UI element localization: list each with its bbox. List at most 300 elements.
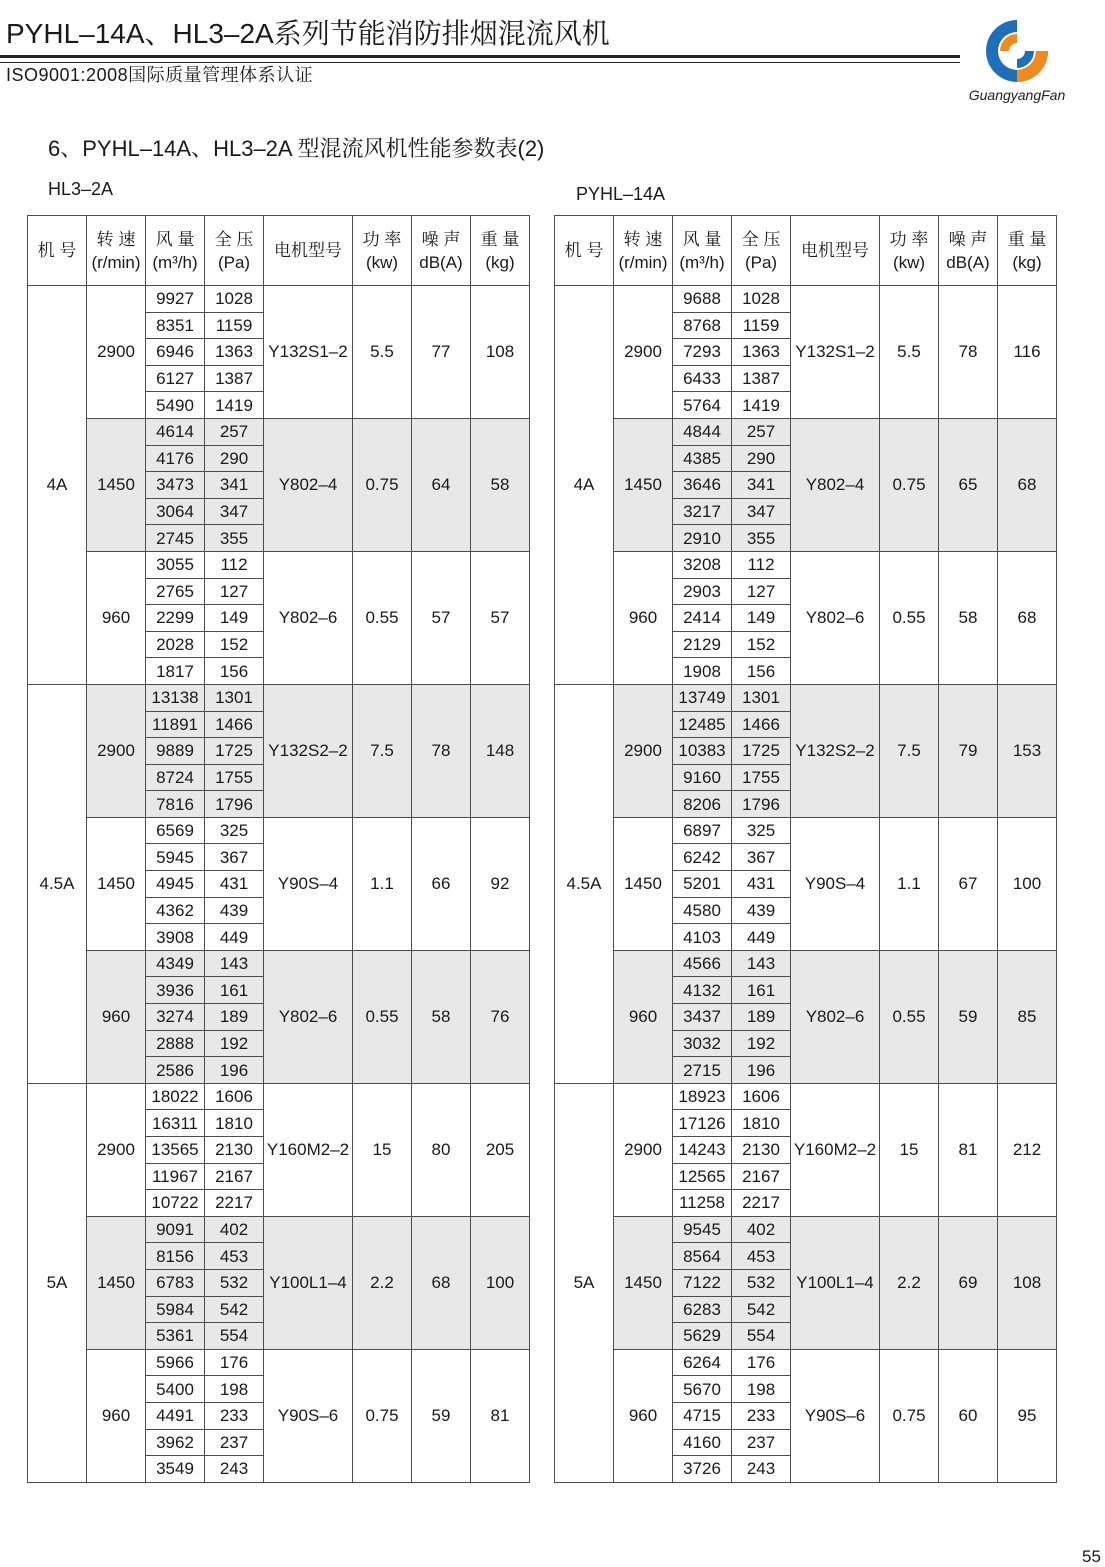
pressure-cell: 237	[732, 1429, 791, 1456]
airflow-cell: 6783	[146, 1269, 205, 1296]
table-row	[555, 1083, 1057, 1110]
motor-type-cell: Y802–4	[264, 418, 353, 551]
airflow-cell: 6283	[673, 1296, 732, 1323]
airflow-cell: 2715	[673, 1057, 732, 1084]
airflow-cell: 9091	[146, 1216, 205, 1243]
noise-cell: 59	[939, 950, 998, 1083]
pressure-cell: 196	[205, 1057, 264, 1084]
table-row	[28, 817, 530, 844]
airflow-cell: 4566	[673, 950, 732, 977]
airflow-cell: 7816	[146, 791, 205, 818]
pressure-cell: 152	[205, 631, 264, 658]
table-row	[555, 1349, 1057, 1376]
pressure-cell: 439	[205, 897, 264, 924]
weight-cell: 108	[998, 1216, 1057, 1349]
pressure-cell: 532	[732, 1269, 791, 1296]
header-pressure-line: 全 压	[741, 229, 781, 249]
weight-cell: 100	[998, 817, 1057, 950]
pressure-cell: 143	[732, 950, 791, 977]
airflow-cell: 9688	[673, 286, 732, 313]
pressure-cell: 1606	[205, 1083, 264, 1110]
table-header-row	[555, 216, 1057, 286]
airflow-cell: 5490	[146, 392, 205, 419]
airflow-cell: 11891	[146, 711, 205, 738]
pressure-cell: 156	[205, 658, 264, 685]
pressure-cell: 1159	[205, 312, 264, 339]
header-motor-type-line: 电机型号	[801, 241, 869, 260]
motor-type-cell: Y802–6	[264, 950, 353, 1083]
airflow-cell: 18923	[673, 1083, 732, 1110]
airflow-cell: 2129	[673, 631, 732, 658]
pressure-cell: 1419	[732, 392, 791, 419]
pressure-cell: 233	[732, 1402, 791, 1429]
power-cell: 0.75	[880, 1349, 939, 1482]
speed-cell: 960	[614, 1349, 673, 1482]
airflow-cell: 13749	[673, 684, 732, 711]
header-pressure-line: (Pa)	[217, 252, 251, 272]
speed-cell: 1450	[614, 418, 673, 551]
airflow-cell: 8724	[146, 764, 205, 791]
pressure-cell: 449	[205, 924, 264, 951]
table-row	[555, 286, 1057, 313]
pressure-cell: 1363	[732, 339, 791, 366]
pressure-cell: 189	[732, 1004, 791, 1031]
speed-cell: 2900	[614, 684, 673, 817]
header-model-no-line: 机 号	[564, 241, 604, 260]
header-noise-line: 噪 声	[948, 229, 988, 249]
pressure-cell: 2167	[732, 1163, 791, 1190]
noise-cell: 60	[939, 1349, 998, 1482]
pressure-cell: 542	[732, 1296, 791, 1323]
pressure-cell: 2167	[205, 1163, 264, 1190]
weight-cell: 153	[998, 684, 1057, 817]
airflow-cell: 5400	[146, 1376, 205, 1403]
noise-cell: 66	[412, 817, 471, 950]
airflow-cell: 2903	[673, 578, 732, 605]
airflow-cell: 6946	[146, 339, 205, 366]
power-cell: 7.5	[353, 684, 412, 817]
header-power-line: (kw)	[365, 252, 399, 272]
motor-type-cell: Y160M2–2	[791, 1083, 880, 1216]
weight-cell: 81	[471, 1349, 530, 1482]
airflow-cell: 17126	[673, 1110, 732, 1137]
pressure-cell: 1387	[205, 365, 264, 392]
airflow-cell: 3726	[673, 1456, 732, 1483]
airflow-cell: 11967	[146, 1163, 205, 1190]
pressure-cell: 192	[205, 1030, 264, 1057]
speed-cell: 1450	[614, 1216, 673, 1349]
motor-type-cell: Y132S2–2	[791, 684, 880, 817]
airflow-cell: 3549	[146, 1456, 205, 1483]
header-noise-line: dB(A)	[946, 252, 990, 272]
header-noise-line: 噪 声	[421, 229, 461, 249]
pressure-cell: 1810	[205, 1110, 264, 1137]
header-noise	[939, 216, 998, 286]
airflow-cell: 9927	[146, 286, 205, 313]
speed-cell: 1450	[87, 418, 146, 551]
airflow-cell: 9889	[146, 738, 205, 765]
airflow-cell: 16311	[146, 1110, 205, 1137]
pressure-cell: 439	[732, 897, 791, 924]
airflow-cell: 2765	[146, 578, 205, 605]
airflow-cell: 9160	[673, 764, 732, 791]
pressure-cell: 1796	[205, 791, 264, 818]
pressure-cell: 453	[732, 1243, 791, 1270]
pressure-cell: 176	[205, 1349, 264, 1376]
pressure-cell: 341	[732, 472, 791, 499]
speed-cell: 960	[87, 1349, 146, 1482]
header-noise-line: dB(A)	[419, 252, 463, 272]
pressure-cell: 554	[732, 1323, 791, 1350]
performance-table-hl3-2a	[27, 215, 530, 1483]
noise-cell: 59	[412, 1349, 471, 1482]
airflow-cell: 18022	[146, 1083, 205, 1110]
pressure-cell: 290	[732, 445, 791, 472]
power-cell: 0.75	[880, 418, 939, 551]
table-row	[555, 418, 1057, 445]
weight-cell: 58	[471, 418, 530, 551]
header-motor-type-line: 电机型号	[274, 241, 342, 260]
header-airflow	[673, 216, 732, 286]
weight-cell: 205	[471, 1083, 530, 1216]
table-header-row	[28, 216, 530, 286]
airflow-cell: 13565	[146, 1137, 205, 1164]
airflow-cell: 3437	[673, 1004, 732, 1031]
airflow-cell: 1908	[673, 658, 732, 685]
header-speed-line: 转 速	[623, 229, 663, 249]
certification-subtitle: ISO9001:2008国际质量管理体系认证	[6, 65, 314, 85]
airflow-cell: 12485	[673, 711, 732, 738]
pressure-cell: 257	[732, 418, 791, 445]
motor-type-cell: Y132S2–2	[264, 684, 353, 817]
pressure-cell: 112	[205, 551, 264, 578]
noise-cell: 69	[939, 1216, 998, 1349]
header-model-no-line: 机 号	[37, 241, 77, 260]
header-weight	[998, 216, 1057, 286]
pressure-cell: 233	[205, 1402, 264, 1429]
noise-cell: 65	[939, 418, 998, 551]
airflow-cell: 3646	[673, 472, 732, 499]
pressure-cell: 1028	[732, 286, 791, 313]
pressure-cell: 532	[205, 1269, 264, 1296]
pressure-cell: 2130	[732, 1137, 791, 1164]
pressure-cell: 1755	[205, 764, 264, 791]
airflow-cell: 5629	[673, 1323, 732, 1350]
pressure-cell: 1755	[732, 764, 791, 791]
airflow-cell: 5966	[146, 1349, 205, 1376]
airflow-cell: 2745	[146, 525, 205, 552]
header-power-line: (kw)	[892, 252, 926, 272]
pressure-cell: 243	[205, 1456, 264, 1483]
pressure-cell: 1606	[732, 1083, 791, 1110]
airflow-cell: 14243	[673, 1137, 732, 1164]
pressure-cell: 196	[732, 1057, 791, 1084]
page-number: 55	[1082, 1547, 1101, 1566]
pressure-cell: 1301	[732, 684, 791, 711]
airflow-cell: 5984	[146, 1296, 205, 1323]
power-cell: 5.5	[353, 286, 412, 419]
header-pressure	[205, 216, 264, 286]
noise-cell: 81	[939, 1083, 998, 1216]
airflow-cell: 10383	[673, 738, 732, 765]
airflow-cell: 4349	[146, 950, 205, 977]
power-cell: 0.75	[353, 1349, 412, 1482]
airflow-cell: 6264	[673, 1349, 732, 1376]
weight-cell: 68	[998, 418, 1057, 551]
airflow-cell: 5764	[673, 392, 732, 419]
speed-cell: 1450	[87, 817, 146, 950]
pressure-cell: 149	[732, 605, 791, 632]
airflow-cell: 5670	[673, 1376, 732, 1403]
speed-cell: 960	[87, 551, 146, 684]
power-cell: 15	[353, 1083, 412, 1216]
airflow-cell: 4132	[673, 977, 732, 1004]
performance-table-pyhl-14a	[554, 215, 1057, 1483]
header-noise	[412, 216, 471, 286]
speed-cell: 2900	[614, 1083, 673, 1216]
pressure-cell: 198	[732, 1376, 791, 1403]
pressure-cell: 347	[205, 498, 264, 525]
power-cell: 1.1	[880, 817, 939, 950]
noise-cell: 79	[939, 684, 998, 817]
airflow-cell: 2910	[673, 525, 732, 552]
motor-type-cell: Y802–6	[264, 551, 353, 684]
airflow-cell: 3962	[146, 1429, 205, 1456]
airflow-cell: 6897	[673, 817, 732, 844]
pressure-cell: 367	[732, 844, 791, 871]
section-heading: 6、PYHL–14A、HL3–2A 型混流风机性能参数表(2)	[48, 136, 545, 161]
airflow-cell: 7122	[673, 1269, 732, 1296]
motor-type-cell: Y90S–6	[791, 1349, 880, 1482]
header-airflow-line: 风 量	[682, 229, 722, 249]
model-number-cell: 4.5A	[555, 684, 614, 1083]
noise-cell: 58	[939, 551, 998, 684]
header-weight-line: (kg)	[485, 252, 515, 272]
pressure-cell: 341	[205, 472, 264, 499]
pressure-cell: 2130	[205, 1137, 264, 1164]
table-label-hl3-2a: HL3–2A	[48, 179, 114, 199]
pressure-cell: 449	[732, 924, 791, 951]
pressure-cell: 156	[732, 658, 791, 685]
model-number-cell: 4A	[555, 286, 614, 685]
airflow-cell: 3032	[673, 1030, 732, 1057]
pressure-cell: 431	[732, 871, 791, 898]
header-power-line: 功 率	[362, 229, 402, 249]
pressure-cell: 189	[205, 1004, 264, 1031]
airflow-cell: 4160	[673, 1429, 732, 1456]
airflow-cell: 3908	[146, 924, 205, 951]
pressure-cell: 1387	[732, 365, 791, 392]
pressure-cell: 127	[205, 578, 264, 605]
weight-cell: 148	[471, 684, 530, 817]
power-cell: 0.55	[353, 950, 412, 1083]
weight-cell: 95	[998, 1349, 1057, 1482]
airflow-cell: 3208	[673, 551, 732, 578]
airflow-cell: 3217	[673, 498, 732, 525]
airflow-cell: 3274	[146, 1004, 205, 1031]
header-pressure-line: 全 压	[214, 229, 254, 249]
pressure-cell: 402	[205, 1216, 264, 1243]
header-model-no	[28, 216, 87, 286]
weight-cell: 100	[471, 1216, 530, 1349]
airflow-cell: 8206	[673, 791, 732, 818]
airflow-cell: 6569	[146, 817, 205, 844]
header-weight-line: (kg)	[1012, 252, 1042, 272]
noise-cell: 67	[939, 817, 998, 950]
header-airflow	[146, 216, 205, 286]
table-row	[28, 286, 530, 313]
airflow-cell: 7293	[673, 339, 732, 366]
weight-cell: 57	[471, 551, 530, 684]
motor-type-cell: Y802–4	[791, 418, 880, 551]
weight-cell: 76	[471, 950, 530, 1083]
header-rule	[0, 55, 960, 58]
header-pressure	[732, 216, 791, 286]
noise-cell: 78	[939, 286, 998, 419]
speed-cell: 2900	[614, 286, 673, 419]
pressure-cell: 347	[732, 498, 791, 525]
power-cell: 1.1	[353, 817, 412, 950]
page-title: PYHL–14A、HL3–2A系列节能消防排烟混流风机	[6, 18, 610, 49]
pressure-cell: 2217	[732, 1190, 791, 1217]
pressure-cell: 127	[732, 578, 791, 605]
table-row	[555, 551, 1057, 578]
header-weight	[471, 216, 530, 286]
pressure-cell: 192	[732, 1030, 791, 1057]
motor-type-cell: Y100L1–4	[264, 1216, 353, 1349]
weight-cell: 212	[998, 1083, 1057, 1216]
power-cell: 0.55	[880, 950, 939, 1083]
header-airflow-line: (m³/h)	[152, 252, 198, 272]
weight-cell: 116	[998, 286, 1057, 419]
airflow-cell: 8768	[673, 312, 732, 339]
pressure-cell: 149	[205, 605, 264, 632]
header-motor-type	[791, 216, 880, 286]
pressure-cell: 325	[732, 817, 791, 844]
pressure-cell: 143	[205, 950, 264, 977]
airflow-cell: 10722	[146, 1190, 205, 1217]
pressure-cell: 161	[205, 977, 264, 1004]
airflow-cell: 2028	[146, 631, 205, 658]
pressure-cell: 1419	[205, 392, 264, 419]
noise-cell: 58	[412, 950, 471, 1083]
header-airflow-line: 风 量	[155, 229, 195, 249]
power-cell: 0.55	[353, 551, 412, 684]
table-row	[28, 418, 530, 445]
airflow-cell: 9545	[673, 1216, 732, 1243]
pressure-cell: 402	[732, 1216, 791, 1243]
header-speed	[87, 216, 146, 286]
header-speed-line: 转 速	[96, 229, 136, 249]
speed-cell: 960	[87, 950, 146, 1083]
header-rule-thin	[0, 62, 960, 63]
power-cell: 2.2	[353, 1216, 412, 1349]
power-cell: 5.5	[880, 286, 939, 419]
speed-cell: 1450	[614, 817, 673, 950]
pressure-cell: 1028	[205, 286, 264, 313]
header-speed-line: (r/min)	[618, 252, 668, 272]
guangyang-logo-icon	[978, 16, 1056, 86]
table-row	[28, 1216, 530, 1243]
header-speed-line: (r/min)	[91, 252, 141, 272]
header-power	[353, 216, 412, 286]
pressure-cell: 1810	[732, 1110, 791, 1137]
pressure-cell: 542	[205, 1296, 264, 1323]
airflow-cell: 5945	[146, 844, 205, 871]
motor-type-cell: Y100L1–4	[791, 1216, 880, 1349]
noise-cell: 78	[412, 684, 471, 817]
airflow-cell: 3473	[146, 472, 205, 499]
pressure-cell: 1466	[732, 711, 791, 738]
pressure-cell: 152	[732, 631, 791, 658]
airflow-cell: 2299	[146, 605, 205, 632]
airflow-cell: 1817	[146, 658, 205, 685]
pressure-cell: 431	[205, 871, 264, 898]
table-row	[28, 551, 530, 578]
pressure-cell: 1725	[205, 738, 264, 765]
pressure-cell: 355	[732, 525, 791, 552]
pressure-cell: 243	[732, 1456, 791, 1483]
power-cell: 0.55	[880, 551, 939, 684]
noise-cell: 57	[412, 551, 471, 684]
table-row	[555, 950, 1057, 977]
table-row	[555, 817, 1057, 844]
header-model-no	[555, 216, 614, 286]
airflow-cell: 8156	[146, 1243, 205, 1270]
weight-cell: 92	[471, 817, 530, 950]
model-number-cell: 5A	[28, 1083, 87, 1482]
airflow-cell: 5361	[146, 1323, 205, 1350]
pressure-cell: 257	[205, 418, 264, 445]
pressure-cell: 355	[205, 525, 264, 552]
table-row	[28, 1349, 530, 1376]
airflow-cell: 3936	[146, 977, 205, 1004]
speed-cell: 2900	[87, 1083, 146, 1216]
speed-cell: 960	[614, 950, 673, 1083]
pressure-cell: 237	[205, 1429, 264, 1456]
speed-cell: 2900	[87, 684, 146, 817]
header-airflow-line: (m³/h)	[679, 252, 725, 272]
power-cell: 0.75	[353, 418, 412, 551]
header-weight-line: 重 量	[1007, 229, 1047, 249]
model-number-cell: 4.5A	[28, 684, 87, 1083]
noise-cell: 77	[412, 286, 471, 419]
logo-wordmark: GuangyangFan	[968, 87, 1066, 103]
pressure-cell: 325	[205, 817, 264, 844]
power-cell: 15	[880, 1083, 939, 1216]
table-row	[28, 684, 530, 711]
airflow-cell: 4103	[673, 924, 732, 951]
motor-type-cell: Y90S–4	[791, 817, 880, 950]
airflow-cell: 11258	[673, 1190, 732, 1217]
airflow-cell: 4385	[673, 445, 732, 472]
airflow-cell: 12565	[673, 1163, 732, 1190]
airflow-cell: 2586	[146, 1057, 205, 1084]
speed-cell: 960	[614, 551, 673, 684]
pressure-cell: 1796	[732, 791, 791, 818]
airflow-cell: 4715	[673, 1402, 732, 1429]
airflow-cell: 2888	[146, 1030, 205, 1057]
airflow-cell: 3064	[146, 498, 205, 525]
motor-type-cell: Y802–6	[791, 551, 880, 684]
header-pressure-line: (Pa)	[744, 252, 778, 272]
airflow-cell: 5201	[673, 871, 732, 898]
motor-type-cell: Y160M2–2	[264, 1083, 353, 1216]
weight-cell: 108	[471, 286, 530, 419]
weight-cell: 85	[998, 950, 1057, 1083]
header-weight-line: 重 量	[480, 229, 520, 249]
noise-cell: 80	[412, 1083, 471, 1216]
